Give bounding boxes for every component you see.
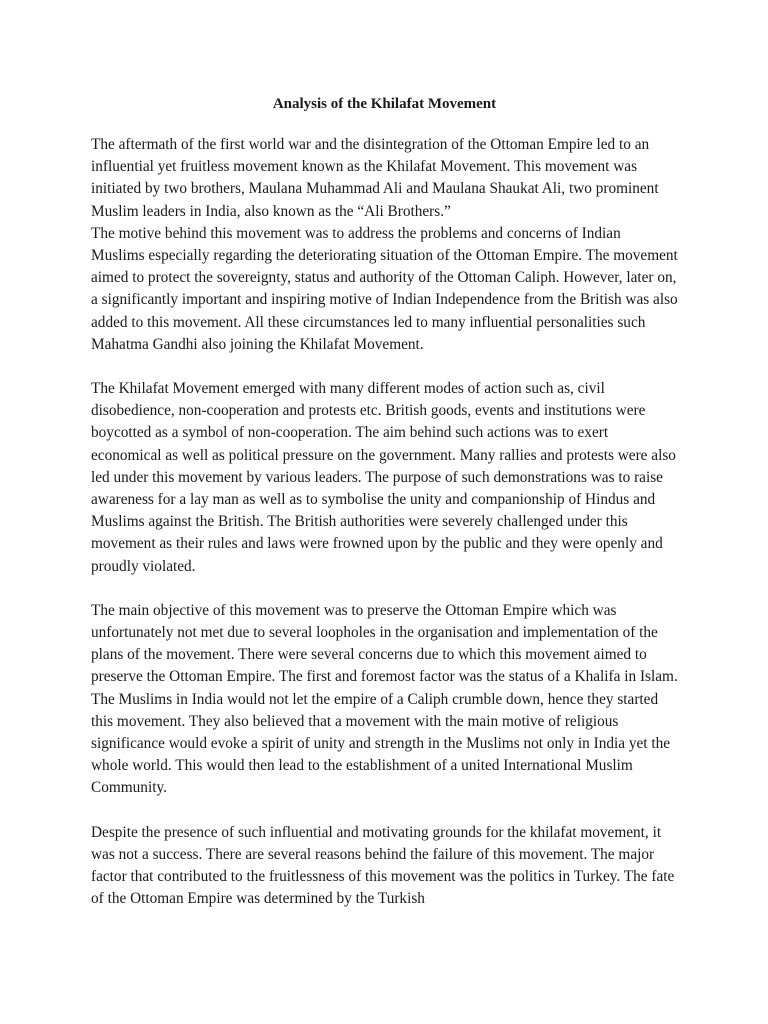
paragraph-gap <box>91 356 678 378</box>
paragraph-failure: Despite the presence of such influential and motivating grounds for the khilafat movement, it was not a success. There are several reasons behind the failure of this movement. The major factor that contributed to the fruitlessness of this movement was the politics in Turkey. The fate of the Ottoman Empire was determined by the Turkish <box>91 823 675 908</box>
paragraph-modes-of-action: The Khilafat Movement emerged with many different modes of action such as, civil disobedience, non-cooperation and protests etc. British goods, events and institutions were boycotted as a symbol of non-cooperation. The aim behind such actions was to exert economical as well as political pressure on the government. Many rallies and protests were also led under this movement by various leaders. The purpose of such demonstrations was to raise awareness for a lay man as well as to symbolise the unity and companionship of Hindus and Muslims against the British. The British authorities were severely challenged under this movement as their rules and laws were frowned upon by the public and they were openly and proudly violated. <box>91 380 676 575</box>
document-title: Analysis of the Khilafat Movement <box>272 96 497 112</box>
paragraph-gap <box>91 578 678 600</box>
paragraph-gap <box>91 800 678 822</box>
paragraph-main-objective: The main objective of this movement was to preserve the Ottoman Empire which was unfortunately not met due to several loopholes in the organisation and implementation of the plans of the movement. There were several concerns due to which this movement aimed to preserve the Ottoman Empire. The first and foremost factor was the status of a Khalifa in Islam. The Muslims in India would not let the empire of a Caliph crumble down, hence they started this movement. They also believed that a movement with the main motive of religious significance would evoke a spirit of unity and strength in the Muslims not only in India yet the whole world. This would then lead to the establishment of a united International Muslim Community. <box>91 601 678 797</box>
paragraph-motive: The motive behind this movement was to address the problems and concerns of Indian Muslims especially regarding the deteriorating situation of the Ottoman Empire. The movement aimed to protect the sovereignty, status and authority of the Ottoman Caliph. However, later on, a significantly important and inspiring motive of Indian Independence from the British was also added to this movement. All these circumstances led to many influential personalities such Mahatma Gandhi also joining the Khilafat Movement. <box>91 224 678 353</box>
paragraph-intro: The aftermath of the first world war and the disintegration of the Ottoman Empire led to an influential yet fruitless movement known as the Khilafat Movement. This movement was initiated by two brothers, Maulana Muhammad Ali and Maulana Shaukat Ali, two prominent Muslim leaders in India, also known as the “Ali Brothers.” <box>91 136 659 220</box>
